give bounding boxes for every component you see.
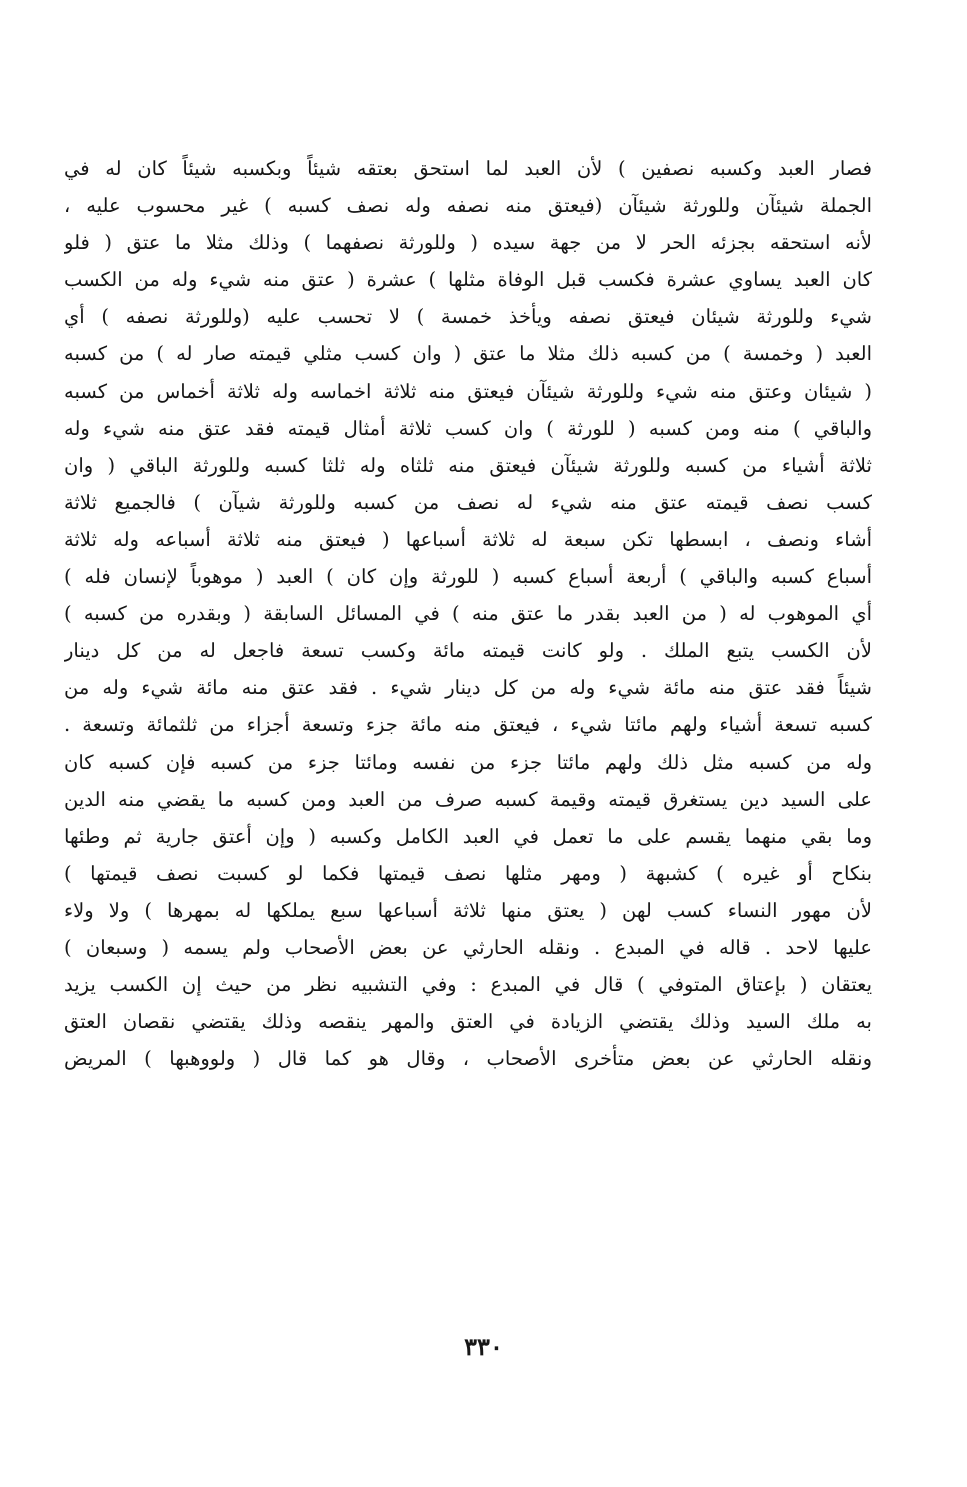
text-line: لأن مهور النساء كسب لهن ( يعتق منها ثلاثة أسباعها سبع يملكها له بمهرها ) ولا ولاء (64, 898, 872, 922)
page-number: ٣٣٠ (464, 1332, 503, 1361)
text-line: العبد ( وخمسة ) من كسبه ذلك مثلا ما عتق ( وان كسب مثلي قيمته صار له ) من كسبه (64, 342, 872, 366)
text-line: فصار العبد وكسبه نصفين ) لأن العبد لما استحق بعتقه شيئاً وبكسبه شيئاً كان له في (64, 157, 872, 180)
text-line: لأن الكسب يتبع الملك . ولو كانت قيمته مائة وكسب تسعة فاجعل له من كل دينار (64, 639, 872, 663)
text-line: به ملك السيد وذلك يقتضي الزيادة في العتق والمهر ينقصه وذلك يقتضي نقصان العتق (64, 1010, 872, 1034)
text-line: شيء وللورثة شيئان فيعتق نصفه ويأخذ خمسة ) لا تحسب عليه (وللورثة نصفه ) أي (64, 305, 872, 329)
text-line: عليها لاحد . قاله في المبدع . ونقله الحارثي عن بعض الأصحاب ولم يسمه ( وسبعان ) (64, 935, 872, 959)
text-line: ( شيئان وعتق منه شيء وللورثة شيئآن فيعتق منه ثلاثة اخماسه وله ثلاثة أخماس من كسبه (64, 379, 872, 403)
body-text (64, 150, 872, 1077)
text-line: ثلاثة أشياء من كسبه وللورثة شيئآن فيعتق منه ثلثاه وله ثلثا كسبه وللورثة الباقي ( وان (64, 453, 872, 477)
text-line: والباقي ) منه ومن كسبه ( للورثة ) وان كسب ثلاثة أمثال قيمته فقد عتق منه شيء وله (64, 416, 872, 440)
text-line: كان العبد يساوي عشرة فكسب قبل الوفاة مثلها ) عشرة ( عتق منه شيء وله من الكسب (64, 268, 872, 292)
text-line: أي الموهوب له ( من العبد بقدر ما عتق منه ) في المسائل السابقة ( وبقدره من كسبه ) (64, 602, 872, 626)
text-line: أسباع كسبه والباقي ) أربعة أسباع كسبه ( للورثة وإن كان ) العبد ( موهوباً لإنسان فله ) (64, 565, 872, 589)
text-line: وله من كسبه مثل ذلك ولهم مائتا جزء من نفسه ومائتا جزء من كسبه فإن كسبه كان (64, 750, 872, 774)
text-line: بنكاح أو غيره ) كشبهة ( ومهر مثلها نصف قيمتها فكما لو كسبت نصف قيمتها ) (64, 861, 872, 885)
text-line: كسب نصف قيمته عتق منه شيء له نصف من كسبه وللورثة شيآن ) فالجميع ثلاثة (64, 490, 872, 514)
text-line: أشاء ونصف ، ابسطها تكن سبعة له ثلاثة أسباعها ( فيعتق منه ثلاثة أسباعه وله ثلاثة (64, 527, 872, 551)
text-line: كسبه تسعة أشياء ولهم مائتا شيء ، فيعتق منه مائة جزء وتسعة أجزاء من ثلثمائة وتسعة . (64, 713, 872, 737)
text-line: وما بقي منهما يقسم على ما تعمل في العبد الكامل وكسبه ( وإن أعتق جارية ثم وطئها (64, 824, 872, 848)
text-line: لأنه استحقه بجزئه الحر لا من جهة سيده ( وللورثة نصفهما ) وذلك مثلا ما عتق ( فلو (64, 231, 872, 255)
text-line: شيئاً فقد عتق منه مائة شيء وله من كل دينار شيء . فقد عتق منه مائة شيء وله من (64, 676, 872, 700)
text-line: على السيد دين يستغرق قيمته وقيمة كسبه صرف من العبد ومن كسبه ما يقضي منه الدين (64, 787, 872, 811)
text-line: الجملة شيئآن وللورثة شيئآن (فيعتق منه نصفه وله نصف كسبه ) غير محسوب عليه ، (64, 194, 872, 218)
text-line: ونقله الحارثي عن بعض متأخرى الأصحاب ، وقال هو كما قال ( ولووهبها ) المريض (64, 1047, 872, 1071)
text-line: يعتقان ( بإعتاق المتوفي ) قال في المبدع : وفي التشبيه نظر من حيث إن الكسب يزيد (64, 973, 872, 997)
